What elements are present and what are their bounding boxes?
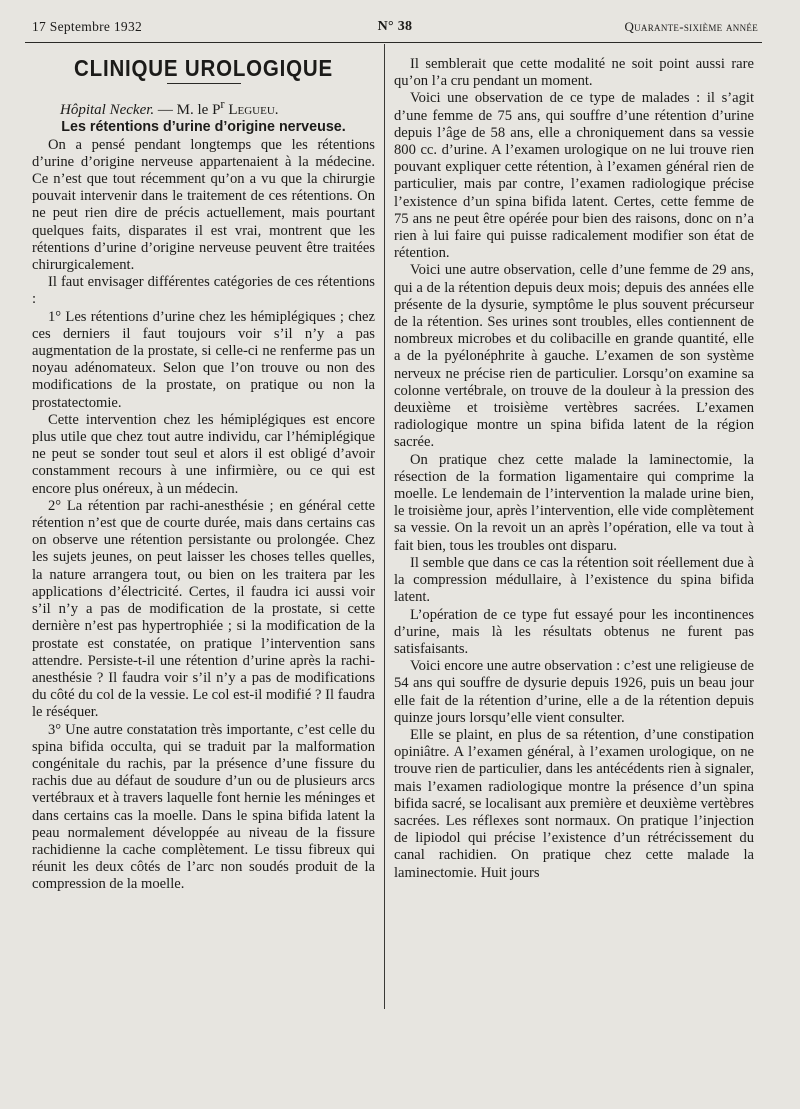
page-header xyxy=(32,19,758,39)
paragraph: On a pensé pendant longtemps que les rétentions d’urine d’origine nerveuse appartenaient à la médecine. Ce n’est que tout récemment qu’on a vu que la chirurgie pouvait intervenir dans le traitement de ces rétentions. On ne peut rien dire de précis actuellement, mais pourtant quelques faits, disparates il est vrai, montrent que les rétentions d’urine d’origine nerveuse peuvent être traitées chirurgicalement. xyxy=(32,136,375,274)
paragraph: 2° La rétention par rachi-anesthésie ; en général cette rétention n’est que de courte durée, mais dans certains cas on observe une rétention persistante ou prolongée. Chez les sujets jeunes, on peut laisser les choses telles quelles, la nature arrangera tout, ou bien on les traitera par les applications d’électricité. Certes, il faudra ici aussi voir s’il n’y a pas de modification de la prostate, si cette dernière n’est pas hypertrophiée ; si la modification de la prostate est constatée, on pratique l’intervention sans attendre. Persiste-t-il une rétention d’urine après la rachi-anesthésie ? Il faudra voir s’il n’y a pas de modifications du côté du col de la vessie. Le col est-il modifié ? Il faudra le réséquer. xyxy=(32,497,375,721)
paragraph: Voici une observation de ce type de malades : il s’agit d’une femme de 75 ans, qui souffre d’une rétention d’urine depuis l’âge de 58 ans, elle a chroniquement dans sa vessie 800 cc. d’urine. A l’examen urologique on ne lui trouve rien pouvant expliquer cette rétention, à l’examen général rien de particulier, mais par contre, l’examen radiologique précise l’existence d’un spina bifida latent. Certes, cette femme de 75 ans ne peut être opérée pour bien des raisons, donc on n’a rien à lui faire qui puisse radicalement modifier son état de rétention. xyxy=(394,90,754,262)
issue-year: Quarante-sixième année xyxy=(624,19,758,34)
article-subtitle: Les rétentions d’urine d’origine nerveuse. xyxy=(61,119,346,136)
byline-author: Legueu. xyxy=(228,102,279,119)
issue-number: N° 38 xyxy=(377,19,413,34)
paragraph: 3° Une autre constatation très importante, c’est celle du spina bifida occulta, qui se traduit par la malformation congénitale du rachis, par la présence d’une fissure du rachis due au défaut de soudure d’un ou de plusieurs arcs vertébraux et à travers laquelle font hernie les méninges et dans certains cas la moelle. Dans le spina bifida latent la peau normalement développée au niveau de la fissure rachidienne la cache complètement. Le tissu fibreux qui réunit les deux côtés de l’arc non soudés produit de la compression de la moelle. xyxy=(32,721,375,893)
paragraph: L’opération de ce type fut essayé pour les incontinences d’urine, mais là les résultats obtenus ne furent pas satisfaisants. xyxy=(394,606,754,657)
byline-separator: — M. le P xyxy=(154,102,221,119)
paragraph: Cette intervention chez les hémiplégiques est encore plus utile que chez tout autre individu, car l’hémiplégique ne peut se sonder tout seul et alors il est obligé d’avoir constamment recours à une infirmière, ou ce qui est encore plus onéreux, à un médecin. xyxy=(32,411,375,497)
issue-date: 17 Septembre 1932 xyxy=(32,19,143,34)
paragraph: Voici encore une autre observation : c’est une religieuse de 54 ans qui souffre de dysurie depuis 1926, puis un beau jour elle fait de la rétention d’urine, elle a de la rétention depuis quinze jours lorsqu’elle vient consulter. xyxy=(394,658,754,726)
byline-hospital: Hôpital Necker. xyxy=(60,102,155,119)
paragraph: Il semblerait que cette modalité ne soit point aussi rare qu’on l’a cru pendant un moment. xyxy=(394,56,754,90)
paragraph: 1° Les rétentions d’urine chez les hémiplégiques ; chez ces derniers il faut toujours voir s’il n’y a pas augmentation de la prostate, si celle-ci ne renferme pas un noyau adénomateux. Selon que l’on trouve ou non des modifications de la prostate, on pratique ou non la prostatectomie. xyxy=(32,308,375,411)
byline xyxy=(32,96,375,119)
column-divider xyxy=(384,44,385,1009)
paragraph: Elle se plaint, en plus de sa rétention, d’une constipation opiniâtre. A l’examen général, à l’examen urologique, on ne trouve rien de particulier, dans les antécédents rien à signaler, mais l’examen radiologique montre la présence d’un spina bifida sacré, se localisant aux première et deuxième vertèbres sacrées. Les réflexes sont normaux. On pratique l’injection de lipiodol qui précise l’existence d’un rétrécissement du canal rachidien. On pratique chez cette malade la laminectomie. Huit jours xyxy=(394,726,754,881)
paragraph: On pratique chez cette malade la laminectomie, la résection de la formation ligamentaire qui comprime la moelle. Le lendemain de l’intervention la malade urine bien, le troisième jour, après l’intervention, elle vide complètement sa vessie. On la revoit un an après l’opération, elle va tout à fait bien, tous les troubles ont disparu. xyxy=(394,451,754,554)
paragraph: Voici une autre observation, celle d’une femme de 29 ans, qui a de la rétention depuis deux mois; depuis des années elle présente de la dysurie, symptôme le plus souvent précurseur de la rétention. Ses urines sont troubles, elles contiennent de nombreux microbes et du colibacille en grande quantité, elle a de la pyélonéphrite à gauche. L’examen de son système nerveux ne précise rien de particulier. Lorsqu’on examine sa colonne vertébrale, on trouve de la douleur à la pression des deuxième et troisième vertèbres sacrées. L’examen radiologique montre un spina bifida latent de la région sacrée. xyxy=(394,262,754,451)
paragraph: Il faut envisager différentes catégories de ces rétentions : xyxy=(32,274,375,308)
header-rule xyxy=(25,42,762,43)
byline-superscript: r xyxy=(220,97,225,112)
left-column xyxy=(32,54,375,894)
title-rule xyxy=(167,83,241,84)
paragraph: Il semble que dans ce cas la rétention soit réellement due à la compression médullaire, à l’existence du spina bifida latent. xyxy=(394,554,754,606)
right-column xyxy=(394,56,754,882)
section-title: CLINIQUE UROLOGIQUE xyxy=(74,55,333,82)
